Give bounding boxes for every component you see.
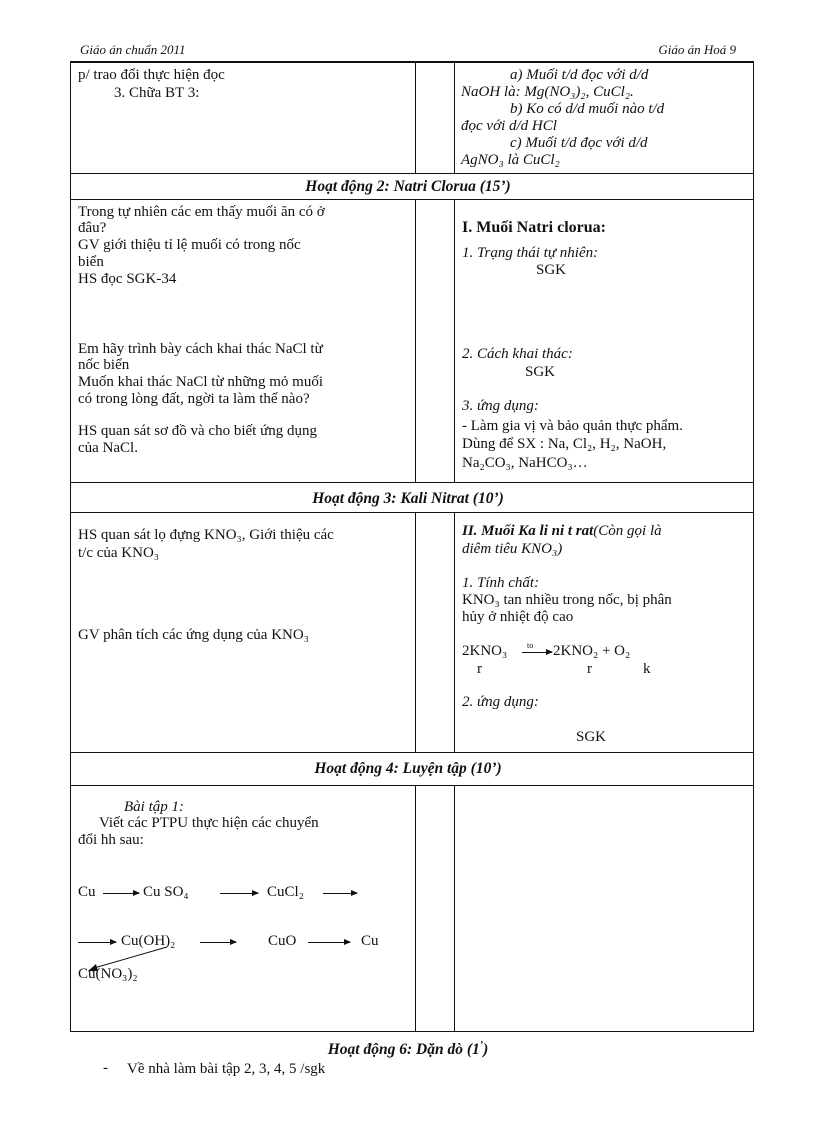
scheme-compound: CuCl₂ (267, 884, 304, 900)
hd6-title-sup: ’ (479, 1040, 484, 1051)
scheme-compound: Cu (78, 884, 96, 900)
hd3-heading-rest: (Còn gọi là (593, 523, 662, 539)
hd2-heading: I. Muối Natri clorua: (462, 219, 606, 236)
col-divider (454, 786, 455, 1032)
row-separator (70, 199, 754, 200)
scheme-compound: Cu(OH)₂ (121, 933, 176, 949)
row-separator (70, 482, 754, 483)
top-left-line: p/ trao đổi thực hiện đọc (78, 67, 225, 83)
hd3-heading-line2: diêm tiêu KNO₃) (462, 541, 563, 557)
state-label: r (477, 661, 482, 677)
hd3-text: KNO₃ tan nhiều trong nốc, bị phân (462, 592, 672, 608)
hd2-subheading: 2. Cách khai thác: (462, 346, 573, 362)
hd3-subheading: 2. ứng dụng: (462, 694, 539, 710)
scheme-arrow-icon (323, 893, 357, 894)
hd2-left-line: nốc biển (78, 357, 130, 373)
scheme-arrow-icon (103, 893, 139, 894)
top-right-line: a) Muối t/d đọc với d/d (510, 67, 649, 83)
reaction-arrow-icon (522, 652, 552, 653)
scheme-compound: Cu SO₄ (143, 884, 189, 900)
hd2-text: Dùng để SX : Na, Cl₂, H₂, NaOH, (462, 436, 667, 452)
section-title-hd6 (0, 1040, 816, 1059)
hd3-heading (462, 523, 662, 540)
hd2-left-line: của NaCl. (78, 440, 138, 456)
hd2-text: SGK (536, 262, 567, 278)
hd3-left-line: HS quan sát lọ đựng KNO₃, Giới thiệu các (78, 527, 334, 543)
homework-item: Về nhà làm bài tập 2, 3, 4, 5 /sgk (127, 1061, 326, 1077)
hd3-heading-bold: II. Muối Ka li ni t rat (462, 523, 594, 539)
table-left-border (70, 62, 71, 1032)
scheme-arrow-icon (308, 942, 350, 943)
exercise-text: đổi hh sau: (78, 832, 144, 848)
hd2-text: SGK (525, 364, 556, 380)
scheme-arrow-icon (78, 942, 116, 943)
row-separator (70, 752, 754, 753)
hd2-left-line: Muốn khai thác NaCl từ những mỏ muối (78, 374, 323, 390)
hd2-left-line: có trong lòng đất, ngời ta làm thế nào? (78, 391, 310, 407)
scheme-arrow-icon (220, 893, 258, 894)
state-label: k (643, 661, 651, 677)
hd2-left-line: GV giới thiệu tỉ lệ muối có trong nốc (78, 237, 301, 253)
col-divider (415, 513, 416, 753)
col-divider (415, 200, 416, 483)
top-right-line: AgNO₃ là CuCl₂ (461, 152, 560, 168)
table-bottom-border (70, 1031, 754, 1032)
header-left: Giáo án chuẩn 2011 (80, 42, 186, 57)
row-separator (70, 512, 754, 513)
row-separator (70, 173, 754, 174)
table-right-border (753, 62, 754, 1032)
section-title-hd3: Hoạt động 3: Kali Nitrat (10’) (312, 490, 504, 507)
top-right-line: NaOH là: Mg(NO₃)₂, CuCl₂. (461, 84, 634, 100)
row-separator (70, 785, 754, 786)
hd2-left-line: đâu? (78, 220, 107, 236)
equation-condition: to (527, 641, 534, 650)
header-right: Giáo án Hoá 9 (658, 42, 736, 57)
hd3-left-line: t/c của KNO₃ (78, 545, 160, 561)
hd2-subheading: 3. ứng dụng: (462, 398, 539, 414)
hd3-text: hủy ở nhiệt độ cao (462, 609, 574, 625)
hd6-title-end: ) (483, 1041, 489, 1059)
hd6-title: Hoạt động 6: Dặn dò (1 (327, 1041, 480, 1059)
hd3-left-line: GV phân tích các ứng dụng của KNO₃ (78, 627, 309, 643)
top-left-line: 3. Chữa BT 3: (114, 85, 200, 101)
equation-products: 2KNO₂ + O₂ (553, 643, 631, 659)
scheme-compound: Cu (361, 933, 379, 949)
bullet-dash: - (103, 1060, 108, 1076)
col-divider (454, 200, 455, 483)
hd2-text: - Làm gia vị và bảo quản thực phẩm. (462, 418, 683, 434)
hd3-text: SGK (576, 729, 607, 745)
hd2-left-line: Trong tự nhiên các em thấy muối ăn có ở (78, 204, 325, 220)
header-rule (70, 61, 754, 63)
hd2-subheading: 1. Trạng thái tự nhiên: (462, 245, 599, 261)
scheme-compound: Cu(NO₃)₂ (78, 966, 138, 982)
exercise-text: Viết các PTPU thực hiện các chuyển (99, 815, 319, 831)
hd2-left-line: HS đọc SGK-34 (78, 271, 177, 287)
hd2-left-line: HS quan sát sơ đồ và cho biết ứng dụng (78, 423, 317, 439)
section-title-hd2: Hoạt động 2: Natri Clorua (15’) (305, 178, 511, 195)
top-right-line: b) Ko có d/d muối nào t/d (510, 101, 665, 117)
col-divider (454, 62, 455, 174)
top-right-line: c) Muối t/d đọc với d/d (510, 135, 648, 151)
hd2-left-line: Em hãy trình bày cách khai thác NaCl từ (78, 341, 323, 357)
top-right-line: đọc với d/d HCl (461, 118, 557, 134)
hd2-text: Na₂CO₃, NaHCO₃… (462, 455, 588, 471)
section-title-hd4: Hoạt động 4: Luyện tập (10’) (314, 760, 502, 777)
hd2-left-line: biển (78, 254, 104, 270)
scheme-arrow-icon (200, 942, 236, 943)
equation-reactant: 2KNO₃ (462, 643, 508, 659)
state-label: r (587, 661, 592, 677)
exercise-title: Bài tập 1: (124, 799, 184, 815)
col-divider (454, 513, 455, 753)
scheme-compound: CuO (268, 933, 297, 949)
col-divider (415, 786, 416, 1032)
col-divider (415, 62, 416, 174)
hd3-subheading: 1. Tính chất: (462, 575, 540, 591)
